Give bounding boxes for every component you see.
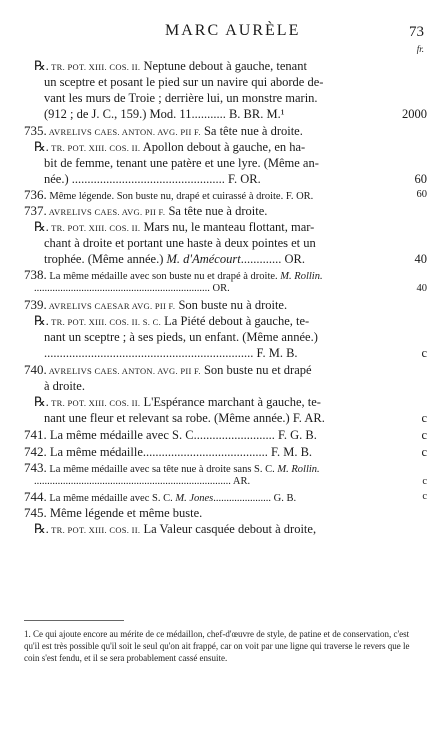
entry-line: [24, 235, 427, 251]
price-value: 2000: [402, 107, 427, 121]
entry-line: [24, 345, 427, 361]
catalog-entry: [24, 490, 427, 504]
catalog-entry: [24, 123, 427, 187]
description-text: ........................................................................... AR.: [34, 476, 251, 487]
page-header: [0, 22, 446, 54]
entry-line: [24, 90, 427, 106]
entry-number: 745.: [24, 505, 47, 520]
entry-number: 743.: [24, 460, 47, 475]
entry-number: 740.: [24, 362, 47, 377]
entry-line: [24, 444, 427, 460]
price-value: c: [421, 411, 427, 425]
legend-text: TR. POT. XIII. COS. II.: [48, 525, 141, 535]
description-text: Son buste nu à droite.: [175, 298, 288, 312]
description-text: La même médaille avec S. C.......................... F. G. B.: [46, 428, 317, 442]
legend-text: TR. POT. XIII. COS. II.: [48, 398, 141, 408]
description-text: ................................................................... OR.: [34, 283, 230, 294]
description-text: (912 ; de J. C., 159.) Mod. 11........... B. BR. M.¹: [44, 107, 285, 121]
description-text: à droite.: [44, 379, 85, 393]
legend-text: TR. POT. XIII. COS. II.: [48, 62, 141, 72]
description-text: L'Espérance marchant à gauche, te-: [140, 395, 321, 409]
description-text: née.) ................................................. F. OR.: [44, 172, 261, 186]
entry-number: 741.: [24, 427, 47, 442]
description-text: La Valeur casquée debout à droite,: [140, 522, 317, 536]
collection-name: M. Rollin.: [277, 464, 320, 475]
legend-text: TR. POT. XIII. COS. II.: [48, 223, 141, 233]
reverse-mark: ℞.: [34, 58, 49, 73]
legend-text: TR. POT. XIII. COS. II.: [48, 143, 141, 153]
description-text: ............. OR.: [240, 252, 305, 266]
entry-line: [24, 410, 427, 426]
price-value: 40: [416, 283, 427, 294]
entry-line: [24, 106, 427, 122]
catalog-entry: [24, 203, 427, 267]
entry-line: [24, 490, 427, 504]
catalog-entry: [24, 58, 427, 122]
price-value: c: [421, 445, 427, 459]
description-text: bit de femme, tenant une patère et une lyre. (Même an-: [44, 156, 319, 170]
description-text: Son buste nu et drapé: [200, 363, 312, 377]
description-text: trophée. (Même année.): [44, 252, 167, 266]
description-text: Sa tête nue à droite.: [200, 124, 303, 138]
reverse-mark: ℞.: [34, 394, 49, 409]
entry-line: [24, 329, 427, 345]
reverse-mark: ℞.: [34, 313, 49, 328]
entry-number: 739.: [24, 297, 47, 312]
description-text: ...................... G. B.: [213, 493, 297, 504]
currency-column-label: fr.: [416, 44, 424, 54]
description-text: Même légende. Son buste nu, drapé et cuirassé à droite. F. OR.: [46, 191, 314, 202]
entry-number: 737.: [24, 203, 47, 218]
description-text: Neptune debout à gauche, tenant: [140, 59, 307, 73]
price-value: c: [422, 491, 427, 502]
description-text: un sceptre et posant le pied sur un navire qui aborde de-: [44, 75, 324, 89]
legend-text: AVRELIVS CAES. ANTON. AVG. PII F.: [46, 127, 201, 137]
catalog-entry: [24, 427, 427, 443]
page-number: 73: [409, 24, 424, 40]
catalog-entries: [24, 58, 427, 538]
reverse-mark: ℞.: [34, 219, 49, 234]
footnote: 1. Ce qui ajoute encore au mérite de ce médaillon, chef-d'œuvre de style, de patine et de conservation, c'est qu'il est très possible qu'il soit le seul qu'on ait frappé, car on voit par une ligne qui traverse le revers que le coin s'est fendu, et il se sera probablement cassé ensuite.: [24, 629, 410, 663]
entry-line: [24, 505, 427, 521]
description-text: chant à droite et portant une haste à deux pointes et un: [44, 236, 316, 250]
catalog-entry: [24, 362, 427, 426]
entry-line: [24, 123, 427, 139]
entry-number: 735.: [24, 123, 47, 138]
description-text: vant les murs de Troie ; derrière lui, un monstre marin.: [44, 91, 318, 105]
catalog-entry: [24, 188, 427, 202]
price-value: c: [421, 346, 427, 360]
description-text: La Piété debout à gauche, te-: [161, 314, 310, 328]
description-text: Sa tête nue à droite.: [165, 204, 268, 218]
running-title: MARC AURÈLE: [165, 22, 301, 39]
description-text: La même médaille........................................ F. M. B.: [46, 445, 313, 459]
entry-line: [24, 58, 427, 74]
reverse-mark: ℞.: [34, 521, 49, 536]
entry-line: [24, 251, 427, 267]
entry-line: [24, 282, 427, 296]
catalog-entry: [24, 297, 427, 361]
entry-line: [24, 297, 427, 313]
entry-line: [24, 378, 427, 394]
description-text: ................................................................... F. M. B.: [44, 346, 298, 360]
description-text: La même médaille avec son buste nu et drapé à droite.: [46, 271, 281, 282]
entry-line: [24, 188, 427, 202]
collection-name: M. Jones: [175, 493, 214, 504]
entry-number: 736.: [24, 187, 47, 202]
description-text: nant une fleur et relevant sa robe. (Même année.) F. AR.: [44, 411, 325, 425]
legend-text: AVRELIVS CAES. AVG. PII F.: [46, 207, 166, 217]
entry-line: [24, 203, 427, 219]
legend-text: AVRELIVS CAES. ANTON. AVG. PII F.: [46, 366, 201, 376]
entry-line: [24, 475, 427, 489]
entry-line: [24, 362, 427, 378]
entry-line: [24, 219, 427, 235]
entry-number: 742.: [24, 444, 47, 459]
entry-line: [24, 461, 427, 475]
reverse-mark: ℞.: [34, 139, 49, 154]
legend-text: AVRELIVS CAESAR AVG. PII F.: [46, 301, 176, 311]
collection-name: M. Rollin.: [280, 271, 323, 282]
price-value: c: [421, 428, 427, 442]
price-value: 40: [414, 252, 427, 266]
description-text: Apollon debout à gauche, en ha-: [140, 140, 306, 154]
catalog-entry: [24, 505, 427, 537]
entry-line: [24, 268, 427, 282]
footnote-divider: [24, 620, 124, 621]
entry-line: [24, 139, 427, 155]
entry-line: [24, 521, 427, 537]
price-value: 60: [414, 172, 427, 186]
catalog-entry: [24, 268, 427, 296]
entry-line: [24, 171, 427, 187]
catalog-entry: [24, 461, 427, 489]
description-text: Mars nu, le manteau flottant, mar-: [140, 220, 315, 234]
catalog-entry: [24, 444, 427, 460]
entry-line: [24, 74, 427, 90]
collection-name: M. d'Amécourt: [166, 252, 241, 266]
description-text: nant un sceptre ; à ses pieds, un enfant. (Même année.): [44, 330, 318, 344]
description-text: Même légende et même buste.: [46, 506, 203, 520]
entry-line: [24, 427, 427, 443]
entry-line: [24, 155, 427, 171]
entry-number: 744.: [24, 489, 47, 504]
description-text: La même médaille avec S. C.: [46, 493, 176, 504]
price-value: 60: [416, 189, 427, 200]
price-value: c: [422, 476, 427, 487]
description-text: La même médaille avec sa tête nue à droite sans S. C.: [46, 464, 278, 475]
entry-line: [24, 313, 427, 329]
entry-line: [24, 394, 427, 410]
entry-number: 738.: [24, 267, 47, 282]
legend-text: TR. POT. XIII. COS. II. S. C.: [48, 317, 162, 327]
